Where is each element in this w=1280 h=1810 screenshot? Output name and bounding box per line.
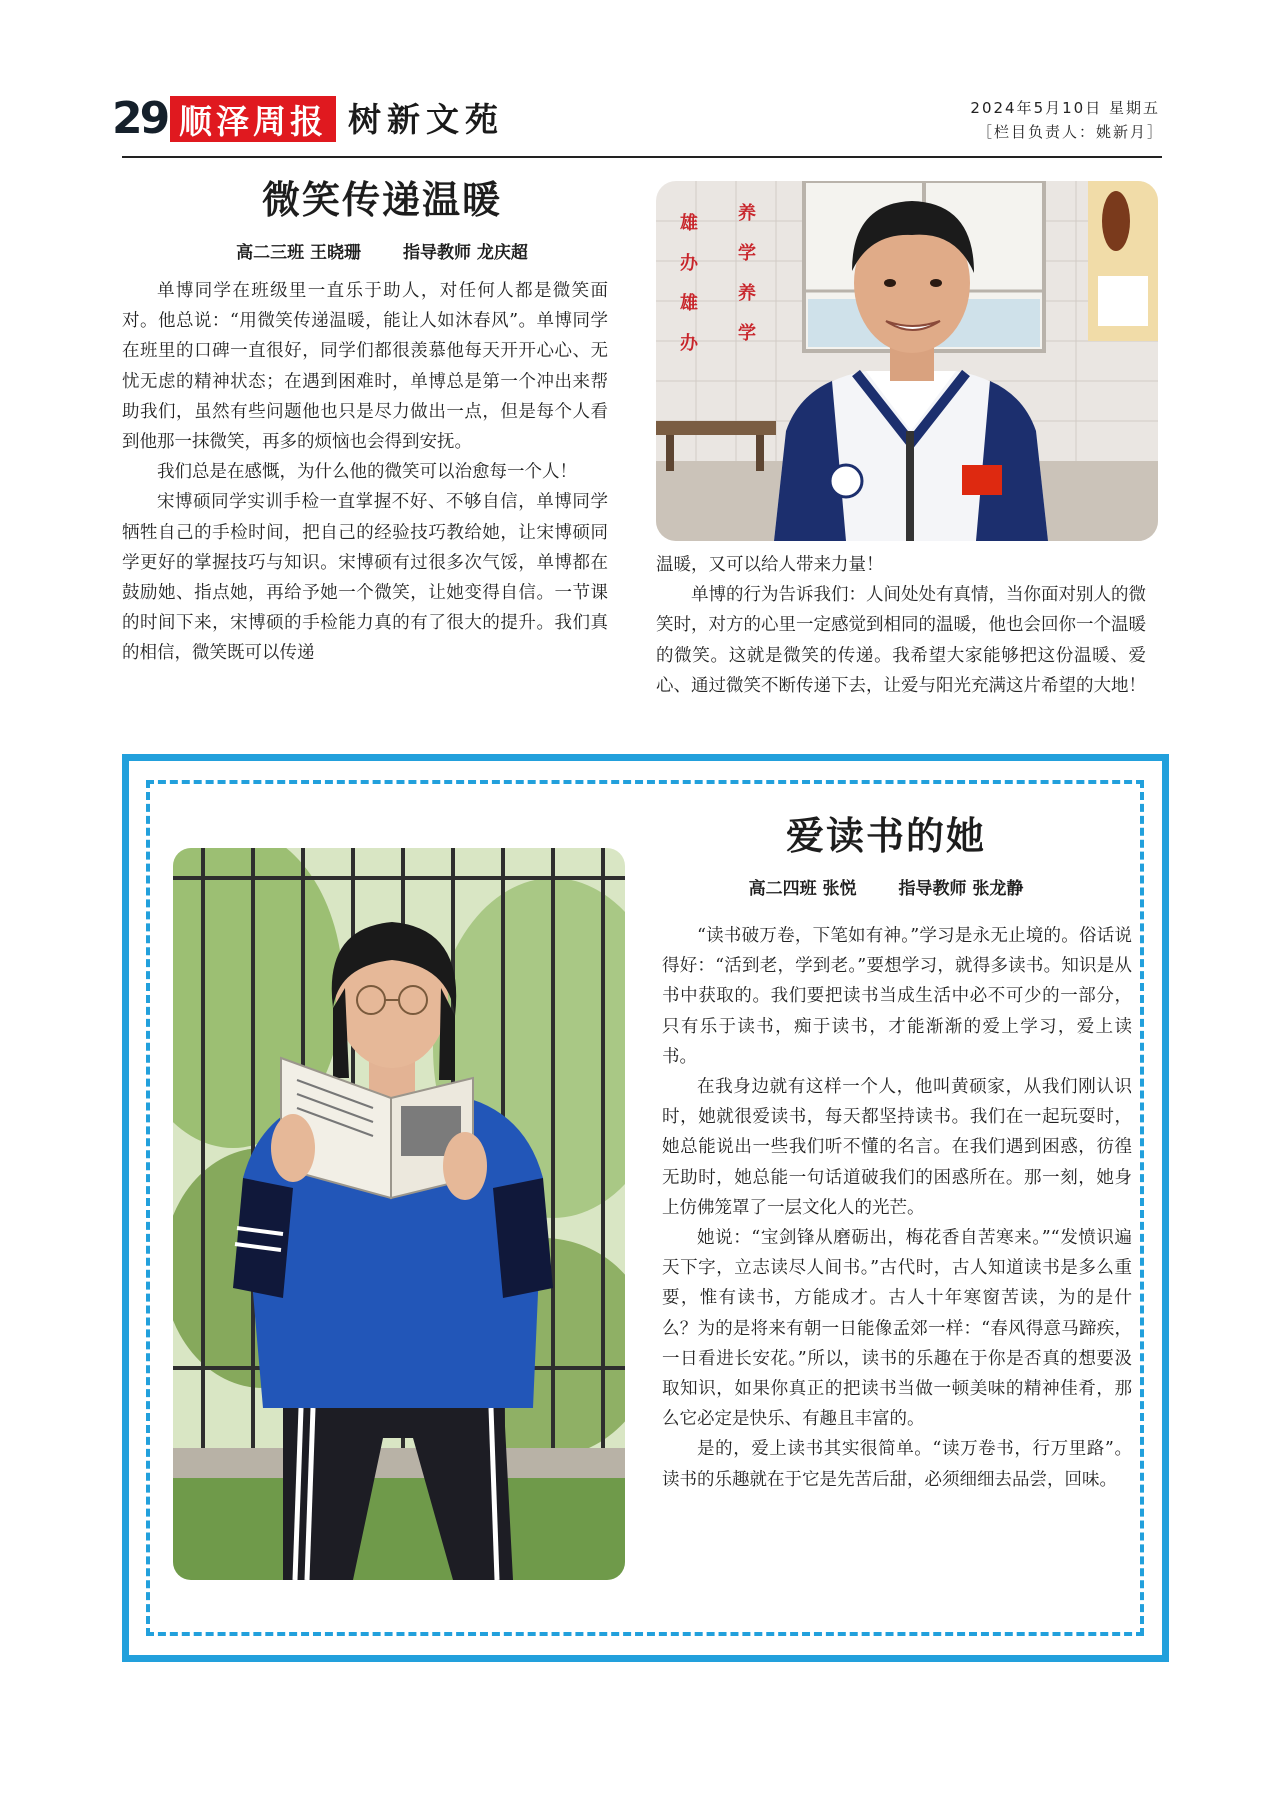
student-reading-photo xyxy=(173,848,625,1580)
article1-paragraph: 单博同学在班级里一直乐于助人，对任何人都是微笑面对。他总说：“用微笑传递温暖，能让人如沐春风”。单博同学在班里的口碑一直很好，同学们都很羡慕他每天开开心心、无忧无虑的精神状态；在遇到困难时，单博总是第一个冲出来帮助我们，虽然有些问题他也只是尽力做出一点，但是每个人看到他那一抹微笑，再多的烦恼也会得到安抚。 xyxy=(122,281,608,453)
article2-author: 高二四班 张悦 xyxy=(748,879,857,899)
column-editor: ［栏目负责人：姚新月］ xyxy=(976,123,1164,141)
article2-paragraph: 她说：“宝剑锋从磨砺出，梅花香自苦寒来。”“发愤识遍天下字，立志读尽人间书。”古代时，古人知道读书是多么重要，惟有读书，方能成才。古人十年寒窗苦读，为的是什么？为的是将来有朝一日能像孟郊一样：“春风得意马蹄疾，一日看进长安花。”所以，读书的乐趣在于你是否真的想要汲取知识，如果你真正的把读书当做一顿美味的精神佳肴，那么它必定是快乐、有趣且丰富的。 xyxy=(662,1228,1132,1430)
article1-author: 高二三班 王晓珊 xyxy=(236,243,361,263)
wall-character: 雄 xyxy=(680,293,698,314)
wall-character: 养 xyxy=(738,203,756,224)
header-divider xyxy=(122,156,1162,158)
page-number: 29 xyxy=(112,93,168,144)
wall-character: 办 xyxy=(680,333,698,354)
article2-body xyxy=(662,921,1132,1495)
wall-character: 办 xyxy=(680,253,698,274)
newspaper-logo xyxy=(170,96,336,142)
article1-title: 微笑传递温暖 xyxy=(261,178,502,222)
article2-byline xyxy=(656,876,1116,902)
article1-column-right xyxy=(656,550,1146,701)
student-portrait-photo xyxy=(656,181,1158,541)
section-title: 树新文苑 xyxy=(348,100,504,139)
article2-paragraph: “读书破万卷，下笔如有神。”学习是永无止境的。俗话说得好：“活到老，学到老。”要想学习，就得多读书。知识是从书中获取的。我们要把读书当成生活中必不可少的一部分，只有乐于读书，痴于读书，才能渐渐的爱上学习，爱上读书。 xyxy=(662,926,1132,1067)
article2-title: 爱读书的她 xyxy=(785,814,986,858)
reading-image xyxy=(173,848,625,1580)
article1-byline xyxy=(122,240,642,266)
wall-character: 学 xyxy=(738,323,756,344)
article1-paragraph-continuation: 温暖，又可以给人带来力量！ xyxy=(656,555,884,575)
wall-character: 雄 xyxy=(680,213,698,234)
article2-paragraph: 在我身边就有这样一个人，他叫黄硕家，从我们刚认识时，她就很爱读书，每天都坚持读书。我们在一起玩耍时，她总能说出一些我们听不懂的名言。在我们遇到困惑，彷徨无助时，她总能一句话道破我们的困惑所在。那一刻，她身上仿佛笼罩了一层文化人的光芒。 xyxy=(662,1077,1132,1218)
article1-advisor: 指导教师 龙庆超 xyxy=(403,243,528,263)
article1-column-left xyxy=(122,276,608,669)
wall-character: 养 xyxy=(738,283,756,304)
newspaper-name: 顺泽周报 xyxy=(179,101,327,141)
article1-paragraph: 我们总是在感慨，为什么他的微笑可以治愈每一个人！ xyxy=(157,462,577,483)
issue-date: 2024年5月10日 星期五 xyxy=(970,99,1160,117)
article1-paragraph: 宋博硕同学实训手检一直掌握不好、不够自信，单博同学牺牲自己的手检时间，把自己的经验技巧教给她，让宋博硕同学更好的掌握技巧与知识。宋博硕有过很多次气馁，单博都在鼓励她、指点她，再给予她一个微笑，让她变得自信。一节课的时间下来，宋博硕的手检能力真的有了很大的提升。我们真的相信，微笑既可以传递 xyxy=(122,492,608,664)
article1-paragraph: 单博的行为告诉我们：人间处处有真情，当你面对别人的微笑时，对方的心里一定感觉到相同的温暖，他也会回你一个温暖的微笑。这就是微笑的传递。我希望大家能够把这份温暖、爱心、通过微笑不断传递下去，让爱与阳光充满这片希望的大地！ xyxy=(656,585,1146,696)
portrait-image xyxy=(656,181,1158,541)
article2-advisor: 指导教师 张龙静 xyxy=(898,879,1024,899)
wall-character: 学 xyxy=(738,243,756,264)
article2-paragraph: 是的，爱上读书其实很简单。“读万卷书，行万里路”。读书的乐趣就在于它是先苦后甜，必须细细去品尝，回味。 xyxy=(662,1439,1132,1490)
